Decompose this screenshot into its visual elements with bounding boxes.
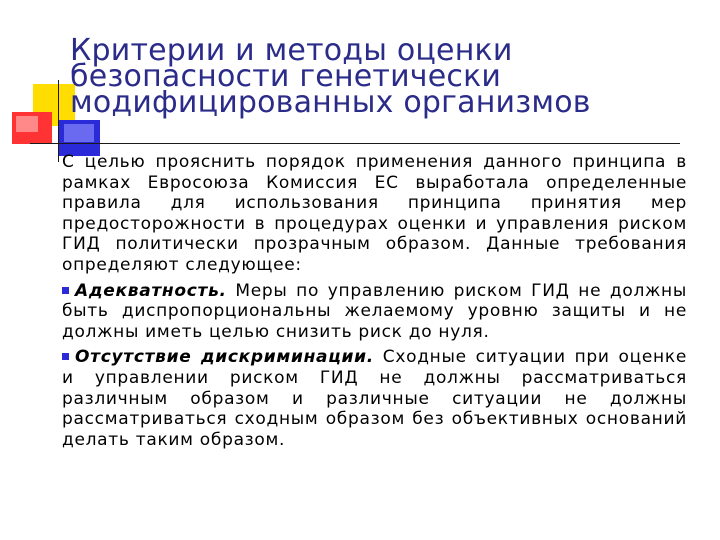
bullet-item <box>62 347 687 450</box>
title-divider <box>30 143 680 144</box>
intro-paragraph: С целью прояснить порядок применения данного принципа в рамках Евросоюза Комиссия ЕС выработала определенные правила для использования принципа принятия мер предосторожности в процедурах оценки и управления риском ГИД политически прозрачным образом. Данные требования определяют следующее: <box>62 152 687 275</box>
bullet-term: Отсутствие дискриминации. <box>75 347 374 368</box>
slide-title <box>70 33 690 120</box>
bullet-term: Адекватность. <box>75 280 227 301</box>
slide-title-line: модифицированных организмов <box>70 85 591 120</box>
slide-title-line: безопасности генетически <box>70 59 502 94</box>
slide-title-line: Критерии и методы оценки <box>70 33 513 68</box>
decor-blue-highlight <box>64 124 94 142</box>
slide-body <box>62 152 687 450</box>
square-bullet-icon <box>62 287 69 294</box>
bullet-text: Сходные ситуации при оценке и управлении риском ГИД не должны рассматриваться различным образом и различные ситуации не должны рассматриваться сходным образом без объективных оснований делать таким образом. <box>62 347 687 450</box>
bullet-text: Меры по управлению риском ГИД не должны быть диспропорциональны желаемому уровню защиты и не должны иметь целью снизить риск до нуля. <box>62 280 687 342</box>
decor-red-highlight <box>16 116 38 132</box>
decor-vertical-line <box>58 80 59 162</box>
square-bullet-icon <box>62 353 69 360</box>
bullet-item <box>62 281 687 343</box>
